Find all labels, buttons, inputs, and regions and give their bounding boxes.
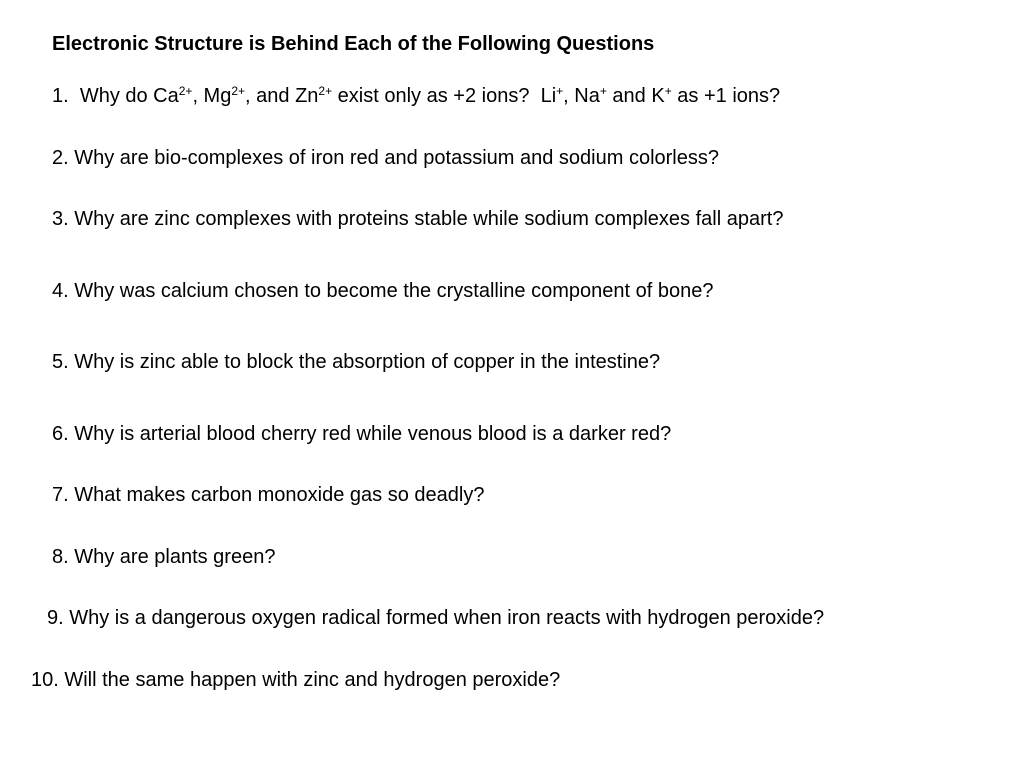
question-1-text-ca: Why do Ca bbox=[79, 85, 179, 107]
question-1-text-zn: , and Zn bbox=[245, 85, 319, 107]
charge-superscript: + bbox=[556, 84, 564, 98]
question-1 bbox=[52, 85, 780, 108]
charge-superscript: + bbox=[664, 84, 672, 98]
question-1-text-k: and K bbox=[606, 85, 665, 107]
charge-superscript: + bbox=[599, 84, 607, 98]
question-5: 5. Why is zinc able to block the absorption of copper in the intestine? bbox=[52, 351, 661, 373]
question-4: 4. Why was calcium chosen to become the crystalline component of bone? bbox=[52, 280, 714, 302]
question-10: 10. Will the same happen with zinc and hydrogen peroxide? bbox=[31, 669, 561, 691]
question-1-text-mid: exist only as +2 ions? bbox=[332, 85, 530, 107]
charge-superscript: 2+ bbox=[178, 84, 193, 98]
question-1-number: 1. bbox=[52, 85, 69, 107]
slide-title: Electronic Structure is Behind Each of the Following Questions bbox=[52, 33, 655, 55]
charge-superscript: 2+ bbox=[231, 84, 246, 98]
question-7: 7. What makes carbon monoxide gas so deadly? bbox=[52, 484, 485, 506]
question-1-text-mg: , Mg bbox=[192, 85, 232, 107]
question-9: 9. Why is a dangerous oxygen radical formed when iron reacts with hydrogen peroxide? bbox=[47, 607, 825, 629]
question-1-text-na: , Na bbox=[563, 85, 600, 107]
question-1-text-li: Li bbox=[540, 85, 557, 107]
question-2: 2. Why are bio-complexes of iron red and potassium and sodium colorless? bbox=[52, 147, 719, 169]
question-6: 6. Why is arterial blood cherry red while venous blood is a darker red? bbox=[52, 423, 672, 445]
question-8: 8. Why are plants green? bbox=[52, 546, 276, 568]
charge-superscript: 2+ bbox=[318, 84, 333, 98]
question-3: 3. Why are zinc complexes with proteins stable while sodium complexes fall apart? bbox=[52, 208, 784, 230]
question-1-text-end: as +1 ions? bbox=[671, 85, 781, 107]
